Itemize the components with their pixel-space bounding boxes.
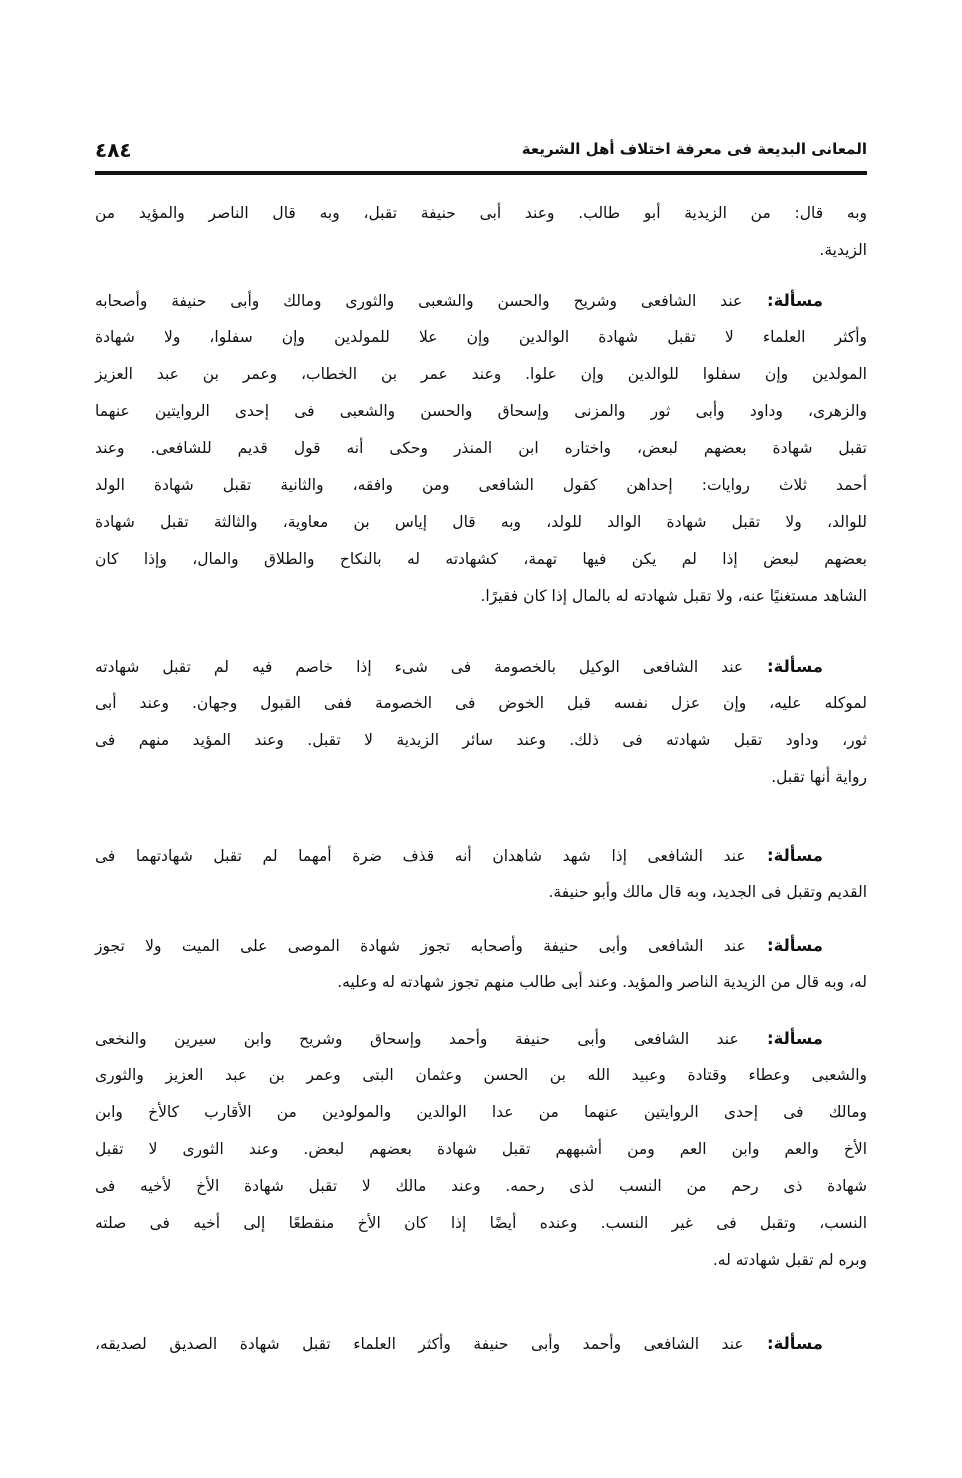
- text-line: [95, 1020, 867, 1057]
- line-text: عند الشافعى إذا شهد شاهدان أنه قذف ضرة أمهما لم تقبل شهادتهما فى: [95, 847, 746, 865]
- running-title: المعانى البديعة فى معرفة اختلاف أهل الشريعة: [521, 140, 867, 158]
- text-line: الأخ والعم وابن العم ومن أشبههم تقبل شهادة بعضهم لبعض. وعند الثورى لا تقبل: [95, 1140, 867, 1158]
- line-text: عند الشافعى وأحمد وأبى حنيفة وأكثر العلماء تقبل شهادة الصديق لصديقه،: [95, 1335, 744, 1353]
- text-line: بعضهم لبعض إذا لم يكن فيها تهمة، كشهادته له بالنكاح والطلاق والمال، وإذا كان: [95, 550, 867, 568]
- masala-label: مسألة:: [738, 1029, 823, 1048]
- masala-label: مسألة:: [743, 657, 823, 676]
- text-line: تقبل شهادة بعضهم لبعض، واختاره ابن المنذر وحكى أنه قول قديم للشافعى. وعند: [95, 439, 867, 457]
- text-line: [95, 282, 867, 319]
- text-line: والشعبى وعطاء وقتادة وعبيد الله بن الحسن وعثمان البتى وعمر بن عبد العزيز والثورى: [95, 1066, 867, 1084]
- text-line: وبه قال: من الزيدية أبو طالب. وعند أبى حنيفة تقبل، وبه قال الناصر والمؤيد من: [95, 204, 867, 222]
- text-line: [95, 1325, 867, 1362]
- text-line: [95, 648, 867, 685]
- text-line: الزيدية.: [819, 241, 867, 259]
- text-line: لموكله عليه، وإن عزل نفسه قبل الخوض فى الخصومة ففى القبول وجهان. وعند أبى: [95, 694, 867, 712]
- page-header: [95, 138, 867, 164]
- masala-paragraph: [95, 1325, 867, 1362]
- text-line: القديم وتقبل فى الجديد، وبه قال مالك وأبو حنيفة.: [548, 883, 867, 901]
- line-text: عند الشافعى وأبى حنيفة وأصحابه تجوز شهادة الموصى على الميت ولا تجوز: [95, 937, 746, 955]
- text-line: رواية أنها تقبل.: [771, 768, 867, 786]
- text-line: للوالد، ولا تقبل شهادة الوالد للولد، وبه قال إياس بن معاوية، والثالثة تقبل شهادة: [95, 513, 867, 531]
- text-line: له، وبه قال من الزيدية الناصر والمؤيد. وعند أبى طالب منهم تجوز شهادته له وعليه.: [337, 973, 867, 991]
- line-text: عند الشافعى وأبى حنيفة وأحمد وإسحاق وشريح وابن سيرين والنخعى: [95, 1030, 739, 1048]
- line-text: عند الشافعى الوكيل بالخصومة فى شىء إذا خاصم فيه لم تقبل شهادته: [95, 658, 744, 676]
- masala-label: مسألة:: [745, 936, 823, 955]
- text-line: والزهرى، وداود وأبى ثور والمزنى وإسحاق والحسن والشعبى فى إحدى الروايتين عنهما: [95, 402, 867, 420]
- masala-label: مسألة:: [745, 846, 823, 865]
- line-text: عند الشافعى وشريح والحسن والشعبى والثورى ومالك وأبى حنيفة وأصحابه: [95, 292, 743, 310]
- masala-paragraph: [95, 837, 867, 911]
- masala-label: مسألة:: [743, 1334, 823, 1353]
- text-line: وأكثر العلماء لا تقبل شهادة الوالدين وإن علا للمولدين وإن سفلوا، ولا شهادة: [95, 328, 867, 346]
- masala-paragraph: [95, 927, 867, 1001]
- text-line: ثور، وداود تقبل شهادته فى ذلك. وعند سائر الزيدية لا تقبل. وعند المؤيد منهم فى: [95, 731, 867, 749]
- text-line: المولدين وإن سفلوا للوالدين وإن علوا. وعند عمر بن الخطاب، وعمر بن عبد العزيز: [95, 365, 867, 383]
- masala-paragraph: [95, 1020, 867, 1279]
- text-line: النسب، وتقبل فى غير النسب. وعنده أيضًا إذا كان الأخ منقطعًا إلى أخيه فى صلته: [95, 1214, 867, 1232]
- text-line: الشاهد مستغنيًا عنه، ولا تقبل شهادته له بالمال إذا كان فقيرًا.: [480, 587, 867, 605]
- header-rule: [95, 171, 867, 175]
- text-line: ومالك فى إحدى الروايتين عنهما من عدا الوالدين والمولودين من الأقارب كالأخ وابن: [95, 1103, 867, 1121]
- masala-label: مسألة:: [742, 291, 823, 310]
- text-line: وبره لم تقبل شهادته له.: [712, 1251, 867, 1269]
- text-line: [95, 837, 867, 874]
- text-line: أحمد ثلاث روايات: إحداهن كقول الشافعى ومن وافقه، والثانية تقبل شهادة الولد: [95, 476, 867, 494]
- masala-paragraph: [95, 648, 867, 796]
- continuation-paragraph: [95, 195, 867, 269]
- text-line: [95, 927, 867, 964]
- masala-paragraph: [95, 282, 867, 615]
- text-line: شهادة ذى رحم من النسب لذى رحمه. وعند مالك لا تقبل شهادة الأخ لأخيه فى: [95, 1177, 867, 1195]
- page-number: ٤٨٤: [95, 138, 132, 162]
